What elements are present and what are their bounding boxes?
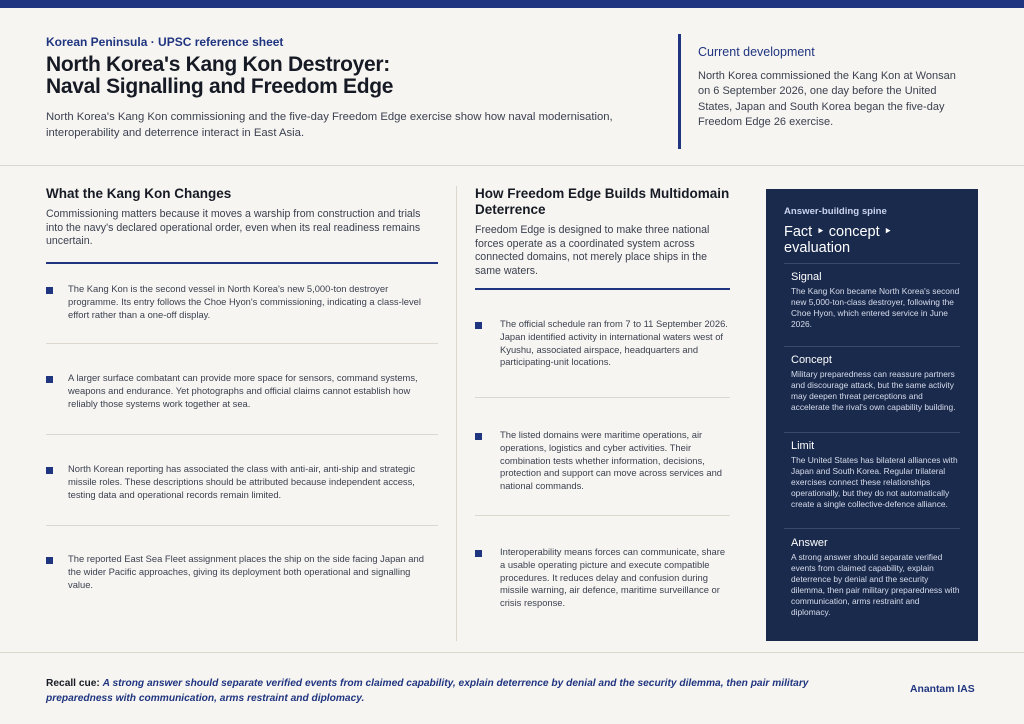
item-divider [475, 515, 730, 516]
panel-section-concept [791, 354, 961, 413]
list-item-text: North Korean reporting has associated the class with anti-air, anti-ship and strategic missile roles. These descriptions should be attributed because independent access, testing data and operational records remain limited. [68, 463, 416, 500]
bullet-square-icon [475, 322, 482, 329]
section-heading: Concept [791, 354, 832, 366]
current-development-rule [678, 34, 681, 149]
panel-divider [784, 346, 960, 347]
answer-spine-panel [766, 189, 978, 641]
panel-title: Fact ‣ concept ‣ evaluation [784, 224, 893, 256]
recall-cue-text: A strong answer should separate verified events from claimed capability, explain deterrence by denial and the security dilemma, then pair military preparedness with communication, arms restraint and diplomacy. [46, 678, 809, 704]
panel-section-limit [791, 440, 961, 510]
item-divider [46, 525, 438, 526]
top-accent-bar [0, 0, 1024, 8]
freedom-edge-heading: How Freedom Edge Builds Multidomain Deterrence [475, 186, 730, 217]
list-item-text: The Kang Kon is the second vessel in North Korea's new 5,000-ton destroyer programme. Its entry follows the Choe Hyon's commissioning, indicating a class-level effort rather than a one-off display. [68, 283, 421, 320]
freedom-edge-column [475, 186, 730, 609]
section-heading: Signal [791, 271, 822, 283]
page-header [0, 8, 1024, 166]
panel-kicker: Answer-building spine [784, 206, 887, 217]
header-kicker: Korean Peninsula · UPSC reference sheet [46, 35, 284, 49]
panel-divider [784, 263, 960, 264]
header-lede: North Korea's Kang Kon commissioning and the five-day Freedom Edge exercise show how naval modernisation, interoperability and deterrence interact in East Asia. [46, 111, 613, 139]
bullet-square-icon [46, 287, 53, 294]
section-body: Military preparedness can reassure partners and discourage attack, but the same activity may deepen threat perceptions and accelerate the rival's own capability building. [791, 369, 956, 412]
item-divider [475, 397, 730, 398]
brand-name: Anantam IAS [910, 684, 975, 695]
kang-kon-column [46, 186, 438, 590]
list-item-text: Interoperability means forces can communicate, share a usable operating picture and execute compatible procedures. It reduces delay and confusion during missile warning, air defence, maritime surveillance or crisis response. [500, 546, 726, 609]
section-heading: Limit [791, 440, 815, 452]
section-body: The United States has bilateral alliances with Japan and South Korea. Regular trilateral exercises connect these relationships operationally, but they do not automatically create a single collective-defence alliance. [791, 455, 958, 509]
panel-divider [784, 432, 960, 433]
section-body: A strong answer should separate verified events from claimed capability, explain deterrence by denial and the security dilemma, then pair military preparedness with communication, arms restraint and diplomacy. [791, 552, 960, 617]
kang-kon-heading: What the Kang Kon Changes [46, 186, 232, 201]
item-divider [46, 434, 438, 435]
section-heading: Answer [791, 537, 828, 549]
title-line-1: North Korea's Kang Kon Destroyer: [46, 53, 390, 76]
freedom-edge-rule [475, 288, 730, 290]
column-divider [456, 186, 457, 641]
kang-kon-intro: Commissioning matters because it moves a warship from construction and trials into the navy's declared operational order, even when its real readiness remains uncertain. [46, 208, 421, 247]
current-development-heading: Current development [698, 45, 815, 59]
title-line-2: Naval Signalling and Freedom Edge [46, 75, 394, 98]
bullet-square-icon [46, 376, 53, 383]
freedom-edge-intro: Freedom Edge is designed to make three national forces operate as a coordinated system across connected domains, not merely place ships in the same waters. [475, 224, 710, 277]
recall-cue-label: Recall cue: [46, 678, 100, 689]
list-item-text: The reported East Sea Fleet assignment places the ship on the side facing Japan and the wider Pacific approaches, giving its deployment both operational and signalling value. [68, 553, 424, 590]
bullet-square-icon [46, 557, 53, 564]
list-item-text: The listed domains were maritime operations, air operations, logistics and cyber activities. Their combination tests whether information, decisions, protection and support can move across services and national commands. [500, 429, 722, 492]
bullet-square-icon [475, 550, 482, 557]
item-divider [46, 343, 438, 344]
kang-kon-rule [46, 262, 438, 264]
page-footer [0, 652, 1024, 724]
panel-section-answer [791, 537, 961, 617]
recall-cue [46, 677, 846, 706]
list-item-text: The official schedule ran from 7 to 11 September 2026. Japan identified activity in international waters west of Kyushu, associated airspace, headquarters and participating-unit locations. [500, 318, 728, 368]
bullet-square-icon [46, 467, 53, 474]
section-body: The Kang Kon became North Korea's second new 5,000-ton-class destroyer, following the Choe Hyon, which entered service in June 2026. [791, 286, 960, 329]
page-title [46, 54, 606, 98]
current-development-body: North Korea commissioned the Kang Kon at Wonsan on 6 September 2026, one day before the United States, Japan and South Korea began the five-day Freedom Edge 26 exercise. [698, 70, 956, 128]
list-item-text: A larger surface combatant can provide more space for sensors, command systems, weapons and endurance. Yet photographs and official claims cannot establish how reliably those systems work together at sea. [68, 372, 418, 409]
panel-section-signal [791, 271, 961, 330]
bullet-square-icon [475, 433, 482, 440]
panel-divider [784, 528, 960, 529]
